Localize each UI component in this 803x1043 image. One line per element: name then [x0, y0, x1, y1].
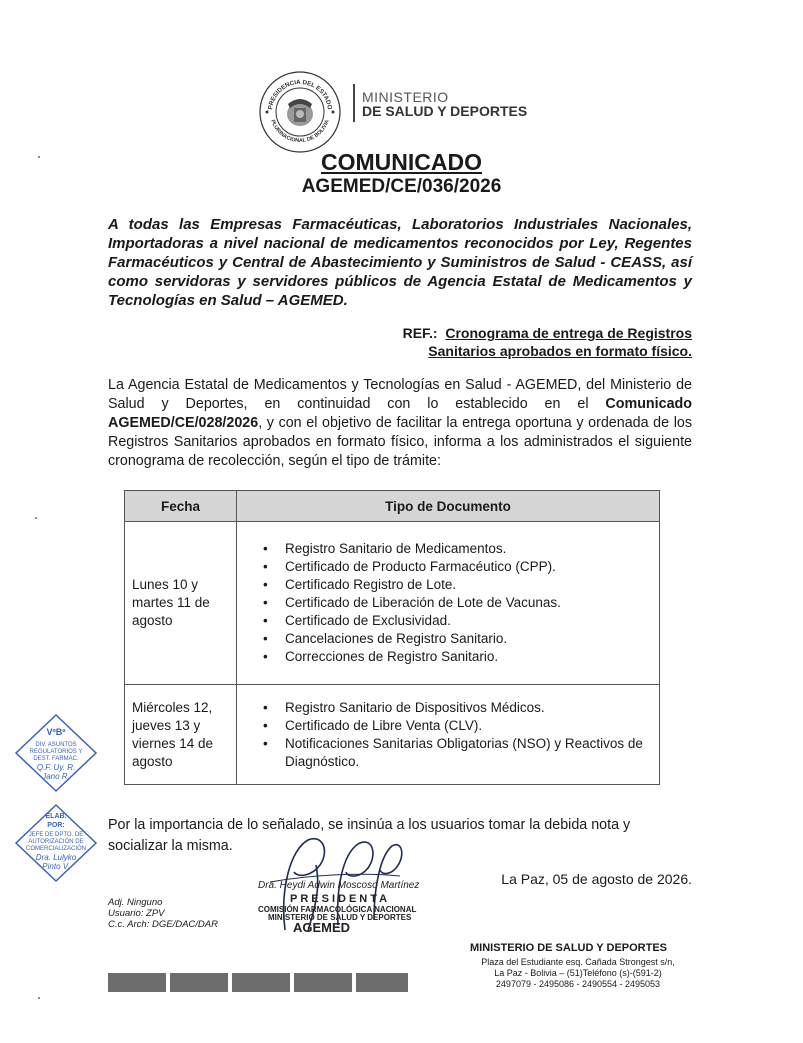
body-part2: , y con el objetivo de facilitar la entrega oportuna y ordenada de los Registros Sanitarios aprobados en formato físico, informa a los administrados el siguiente cronograma de recolección, según el tipo de trámite:: [108, 415, 692, 469]
document-code: AGEMED/CE/036/2026: [301, 176, 502, 197]
list-item: • Notificaciones Sanitarias Obligatorias (NSO) y Reactivos de Diagnóstico.: [257, 735, 659, 771]
list-item: • Correcciones de Registro Sanitario.: [257, 648, 659, 666]
scan-speck: [38, 997, 40, 999]
closing-paragraph: Por la importancia de lo señalado, se insinúa a los usuarios tomar la debida nota y socializar la misma.: [108, 817, 631, 854]
annotation-cc: C.c. Arch: DGE/DAC/DAR: [108, 919, 218, 930]
stamp2-line: ELAB.: [45, 813, 67, 820]
footer-address-line: 2497079 - 2495086 - 2490554 - 2495053: [495, 979, 661, 989]
row-documents: [237, 522, 660, 685]
row-date: Lunes 10 y martes 11 de agosto: [125, 522, 237, 685]
stamp2-line: COMERCIALIZACIÓN: [25, 846, 87, 852]
body-bold-reference: Comunicado AGEMED/CE/028/2026: [108, 396, 692, 431]
place-date: La Paz, 05 de agosto de 2026.: [501, 871, 692, 887]
ministry-name-line2: DE SALUD Y DEPORTES: [362, 103, 528, 119]
body-part1: La Agencia Estatal de Medicamentos y Tecnologías en Salud - AGEMED, del Ministerio de Salud y Deportes, en continuidad con lo establecido en el: [108, 377, 692, 412]
reference-block: [403, 324, 692, 360]
ministry-name-line1: MINISTERIO: [362, 89, 449, 105]
header-date: Fecha: [125, 491, 237, 522]
row-date: Miércoles 12, jueves 13 y viernes 14 de agosto: [125, 685, 237, 785]
stamp2-line: Dra. Lulyko: [35, 853, 77, 862]
table-row: [125, 685, 660, 785]
list-item: • Certificado de Liberación de Lote de Vacunas.: [257, 594, 659, 612]
addressee-paragraph: A todas las Empresas Farmacéuticas, Laboratorios Industriales Nacionales, Importadoras a nivel nacional de medicamentos reconocidos por Ley, Regentes Farmacéuticos y Central de Abastecimiento y Suministros de Salud - CEASS, así como servidoras y servidores públicos de Agencia Estatal de Medicamentos y Tecnologías en Salud – AGEMED.: [108, 216, 692, 309]
ref-line1: Cronograma de entrega de Registros: [445, 325, 692, 341]
ref-line2: Sanitarios aprobados en formato físico.: [428, 343, 692, 359]
stamp2-line: Pinto V.: [42, 862, 70, 871]
list-item: • Certificado de Libre Venta (CLV).: [257, 717, 659, 735]
signatory-ministry: MINISTERIO DE SALUD Y DEPORTES: [268, 913, 412, 922]
list-item: • Certificado de Exclusividad.: [257, 612, 659, 630]
stamp2-line: JEFE DE DPTO. DE: [28, 832, 84, 838]
header-document-type: Tipo de Documento: [237, 491, 660, 522]
stamp1-line: DEST. FARMAC.: [33, 756, 79, 762]
signatory-commission: COMISIÓN FARMACOLÓGICA NACIONAL: [258, 905, 417, 914]
table-row: [125, 522, 660, 685]
elaboration-stamp: [14, 803, 98, 883]
seal-text-top: PRESIDENCIA DEL ESTADO: [267, 78, 333, 111]
document-title: COMUNICADO: [321, 149, 482, 175]
footer-ministry: MINISTERIO DE SALUD Y DEPORTES: [470, 942, 668, 954]
stamp2-line: AUTORIZACIÓN DE: [28, 839, 84, 845]
annotation-user: Usuario: ZPV: [108, 908, 165, 919]
scan-speck: [35, 517, 37, 519]
list-item: • Certificado Registro de Lote.: [257, 576, 659, 594]
annotation-attachments: Adj. Ninguno: [108, 897, 163, 908]
list-item: • Cancelaciones de Registro Sanitario.: [257, 630, 659, 648]
list-item: • Registro Sanitario de Medicamentos.: [257, 540, 659, 558]
list-item: • Registro Sanitario de Dispositivos Médicos.: [257, 699, 659, 717]
stamp1-line: REGULATORIOS Y: [29, 749, 83, 755]
scan-speck: [38, 156, 40, 158]
footer-address: [470, 957, 686, 990]
stamp1-line: VºBº: [46, 727, 66, 737]
schedule-table: [124, 490, 660, 785]
stamp1-line: DIV. ASUNTOS: [35, 742, 77, 748]
footer-address-line: La Paz - Bolivia – (51)Teléfono (s)-(591-2): [494, 968, 662, 978]
seal-text-bottom: PLURINACIONAL DE BOLIVIA: [269, 119, 331, 145]
body-paragraph: [108, 376, 692, 471]
state-seal-logo: [258, 70, 342, 154]
header-divider: [353, 84, 355, 122]
footer-decorative-bar: [108, 973, 408, 992]
approval-stamp: [14, 713, 98, 793]
ref-label: REF.:: [402, 325, 438, 341]
agemed-logo: AGEMED: [293, 920, 351, 935]
stamp1-line: Jano R.: [42, 772, 70, 781]
document-list: [237, 699, 659, 771]
stamp2-line: POR:: [47, 822, 65, 829]
stamp1-line: Q.F. Uy. R.: [36, 763, 76, 772]
document-list: [237, 540, 659, 666]
table-header-row: [125, 491, 660, 522]
list-item: • Certificado de Producto Farmacéutico (CPP).: [257, 558, 659, 576]
row-documents: [237, 685, 660, 785]
footer-address-line: Plaza del Estudiante esq. Cañada Strongest s/n,: [481, 957, 675, 967]
document-annotations: [108, 897, 218, 930]
signatory-name: Dra. Heydi Adwin Moscoso Martínez: [258, 880, 420, 891]
signatory-title: PRESIDENTA: [290, 893, 391, 905]
